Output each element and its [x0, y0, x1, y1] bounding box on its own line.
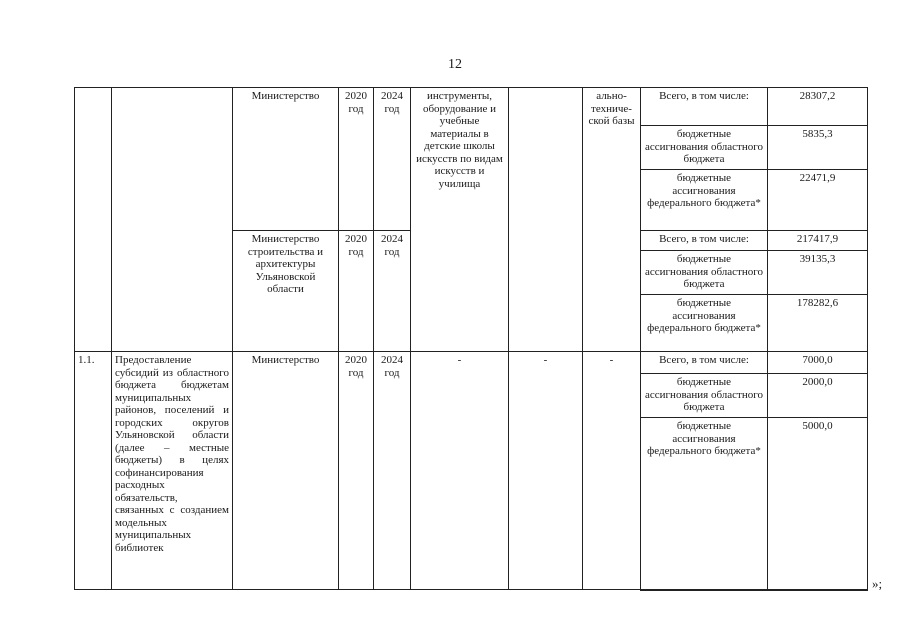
page-number: 12 — [448, 57, 462, 72]
funding-source-cell: бюджетные ассигнования областного бюджета — [641, 251, 768, 295]
funding-amount-cell: 22471,9 — [768, 170, 868, 231]
result-cell: инструменты, оборудование и учебные материалы в детские школы искусств по видам искусств и училища — [411, 88, 509, 352]
table-row — [75, 352, 868, 374]
year-start-cell: 2020 год — [339, 352, 374, 590]
closing-quote-mark: »; — [872, 576, 883, 591]
funding-source-cell: бюджетные ассигнования областного бюджета — [641, 374, 768, 418]
funding-amount-cell: 39135,3 — [768, 251, 868, 295]
funding-amount-cell: 5000,0 — [768, 418, 868, 590]
funding-source-cell: бюджетные ассигнования федерального бюджета* — [641, 418, 768, 590]
indicator-cell — [509, 88, 583, 352]
executor-cell: Министерство — [233, 352, 339, 590]
year-end-cell: 2024 год — [374, 352, 411, 590]
funding-source-cell: Всего, в том числе: — [641, 88, 768, 126]
executor-cell: Министерство — [233, 88, 339, 231]
value-cell: - — [583, 352, 641, 590]
row-name-cell: Предоставление субсидий из областного бюджета бюджетам муниципальных районов, поселений и городских округов Ульяновской области (далее – местные бюджеты) в целях софинансирования расходных обязательств, связанных с созданием модельных муниципальных библиотек — [112, 352, 233, 590]
funding-amount-cell: 7000,0 — [768, 352, 868, 374]
year-end-cell: 2024 год — [374, 231, 411, 352]
funding-amount-cell: 5835,3 — [768, 126, 868, 170]
funding-source-cell: бюджетные ассигнования областного бюджета — [641, 126, 768, 170]
row-name-cell — [112, 88, 233, 352]
value-cell: ально-техниче-ской базы — [583, 88, 641, 352]
funding-source-cell: Всего, в том числе: — [641, 352, 768, 374]
funding-amount-cell: 217417,9 — [768, 231, 868, 251]
funding-amount-cell: 28307,2 — [768, 88, 868, 126]
funding-source-cell: бюджетные ассигнования федерального бюджета* — [641, 170, 768, 231]
indicator-cell: - — [509, 352, 583, 590]
funding-source-cell: Всего, в том числе: — [641, 231, 768, 251]
result-cell: - — [411, 352, 509, 590]
funding-amount-cell: 2000,0 — [768, 374, 868, 418]
program-table — [74, 87, 868, 591]
year-start-cell: 2020 год — [339, 88, 374, 231]
row-number-cell: 1.1. — [75, 352, 112, 590]
funding-amount-cell: 178282,6 — [768, 295, 868, 352]
year-start-cell: 2020 год — [339, 231, 374, 352]
table-row — [75, 88, 868, 126]
row-number-cell — [75, 88, 112, 352]
year-end-cell: 2024 год — [374, 88, 411, 231]
funding-source-cell: бюджетные ассигнования федерального бюджета* — [641, 295, 768, 352]
executor-cell: Министерство строительства и архитектуры Ульяновской области — [233, 231, 339, 352]
